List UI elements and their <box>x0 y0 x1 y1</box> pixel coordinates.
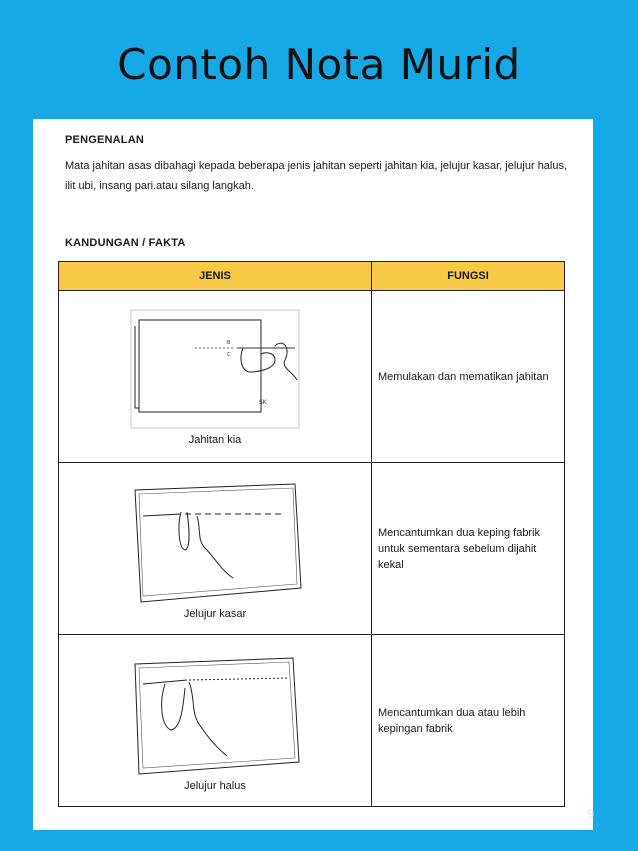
content-heading: KANDUNGAN / FAKTA <box>65 237 186 249</box>
table-header-row <box>59 262 565 291</box>
page-number: 9 <box>587 807 594 821</box>
jenis-caption: Jelujur kasar <box>183 607 247 620</box>
fungsi-cell: Mencantumkan dua atau lebih kepingan fabrik <box>372 635 565 807</box>
jahitan-kia-illustration <box>125 308 305 432</box>
svg-text:C: C <box>227 351 231 358</box>
slide-title: Contoh Nota Murid <box>117 40 521 89</box>
jelujur-halus-illustration <box>125 650 305 778</box>
intro-heading: PENGENALAN <box>65 134 145 146</box>
fungsi-cell: Mencantumkan dua keping fabrik untuk sementara sebelum dijahit kekal <box>372 463 565 635</box>
header-fungsi: FUNGSI <box>372 262 565 291</box>
jenis-caption: Jelujur halus <box>184 779 246 792</box>
header-jenis: JENIS <box>59 262 372 291</box>
jenis-figure-wrap <box>59 308 371 446</box>
table-row <box>59 463 565 635</box>
jenis-caption: Jahitan kia <box>188 433 242 446</box>
jenis-figure-wrap <box>59 650 371 792</box>
jenis-cell <box>59 291 372 463</box>
jenis-cell <box>59 463 372 635</box>
fungsi-cell: Memulakan dan mematikan jahitan <box>372 291 565 463</box>
table-row <box>59 635 565 807</box>
jenis-figure-wrap <box>59 478 371 620</box>
intro-text: Mata jahitan asas dibahagi kepada beberapa jenis jahitan seperti jahitan kia, jelujur kasar, jelujur halus, ilit ubi, insang pari.atau silang langkah. <box>65 160 568 192</box>
jelujur-kasar-illustration <box>125 478 305 606</box>
student-note-document <box>33 119 593 830</box>
figure-sk-label: SK <box>259 398 267 406</box>
jenis-cell <box>59 635 372 807</box>
table-row <box>59 291 565 463</box>
stitch-table <box>58 261 565 807</box>
svg-text:B: B <box>227 339 231 346</box>
